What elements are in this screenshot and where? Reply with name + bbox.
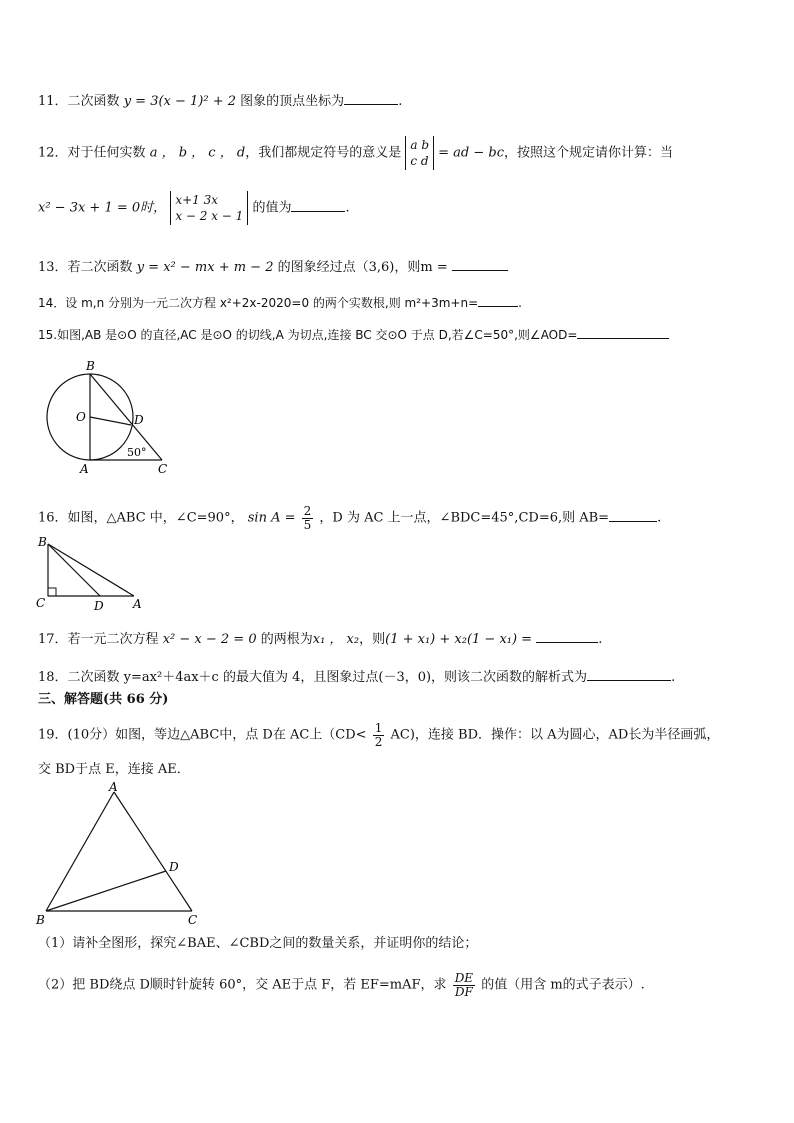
label-a: A <box>133 597 142 611</box>
question-14: 14．设 m,n 分别为一元二次方程 x²+2x-2020=0 的两个实数根,则 m²+3m+n= . <box>38 296 522 310</box>
right-angle-mark <box>48 588 56 596</box>
segment-bd <box>46 871 166 911</box>
label-c: C <box>158 462 168 476</box>
question-19-part2: （2）把 BD绕点 D顺时针旋转 60°，交 AE于点 F，若 EF=mAF，求 $\frac{DE}{DF}$ 的值（用含 m的式子表示）. <box>38 971 645 999</box>
question-16: 16．如图，△ABC 中，∠C=90°， sin A = $\frac{2}{5}$ ，D 为 AC 上一点，∠BDC=45°,CD=6,则 AB= . <box>38 504 662 532</box>
answer-blank-15[interactable] <box>577 326 669 339</box>
angle-label: 50° <box>127 446 147 459</box>
label-b: B <box>38 535 47 549</box>
circle-tangent-figure <box>40 355 180 480</box>
answer-blank-12[interactable] <box>291 199 345 212</box>
right-triangle-figure <box>34 532 154 614</box>
question-19-line2: 交 BD于点 E，连接 AE． <box>38 762 190 777</box>
label-a: A <box>80 462 89 476</box>
side-ab <box>46 792 114 911</box>
segment-od <box>90 417 131 425</box>
question-18: 18．二次函数 y=ax²＋4ax＋c 的最大值为 4，且图象过点(－3，0)，则该二次函数的解析式为 . <box>38 670 676 685</box>
fraction-de-df: $\frac{DE}{DF}$ <box>454 971 474 999</box>
answer-blank-18[interactable] <box>587 668 671 681</box>
determinant-expression: x+1 3x x − 2 x − 1 <box>170 191 248 225</box>
q11-formula: y = 3(x − 1)² + 2 <box>123 94 237 109</box>
section-title: 三、解答题(共 66 分) <box>38 692 169 707</box>
question-17: 17．若一元二次方程 x² − x − 2 = 0 的两根为x₁ ， x₂，则(1 + x₁) + x₂(1 − x₁) = . <box>38 632 603 647</box>
segment-bc <box>90 374 162 460</box>
label-a: A <box>109 780 118 794</box>
label-d: D <box>94 599 104 613</box>
label-d: D <box>169 860 179 874</box>
answer-blank-14[interactable] <box>478 294 518 307</box>
answer-blank-13[interactable] <box>452 258 508 271</box>
side-ab <box>48 544 134 596</box>
answer-blank-16[interactable] <box>609 509 657 522</box>
label-o: O <box>76 410 86 424</box>
question-15: 15.如图,AB 是⊙O 的直径,AC 是⊙O 的切线,A 为切点,连接 BC 交⊙O 于点 D,若∠C=50°,则∠AOD= <box>38 326 669 341</box>
side-ac <box>114 792 192 911</box>
label-b: B <box>86 359 95 373</box>
equilateral-triangle-figure <box>30 780 210 930</box>
question-12-line2: x² − 3x + 1 = 0时， x+1 3x x − 2 x − 1 的值为 . <box>38 191 350 225</box>
question-19: 19．(10分）如图，等边△ABC中，点 D在 AC上（CD< $\frac{1}{2}$ AC)，连接 BD．操作：以 A为圆心，AD长为半径画弧， <box>38 721 720 749</box>
determinant-symbol: a b c d <box>405 136 434 170</box>
question-13: 13．若二次函数 y = x² − mx + m − 2 的图象经过点（3,6)，则m = <box>38 258 508 274</box>
question-11: 11．二次函数 y = 3(x − 1)² + 2 图象的顶点坐标为 . <box>38 94 403 109</box>
answer-blank-11[interactable] <box>344 92 398 105</box>
label-b: B <box>36 913 45 927</box>
fraction-2-5: $\frac{2}{5}$ <box>303 504 312 532</box>
label-c: C <box>36 596 46 610</box>
fraction-1-2: $\frac{1}{2}$ <box>374 721 383 749</box>
question-12: 12．对于任何实数 a ， b ， c ， d，我们都规定符号的意义是 a b c d = ad − bc，按照这个规定请你计算：当 <box>38 136 673 170</box>
answer-blank-17[interactable] <box>536 630 598 643</box>
question-19-part1: （1）请补全图形，探究∠BAE、∠CBD之间的数量关系，并证明你的结论； <box>38 936 478 951</box>
label-d: D <box>134 413 144 427</box>
label-c: C <box>188 913 198 927</box>
